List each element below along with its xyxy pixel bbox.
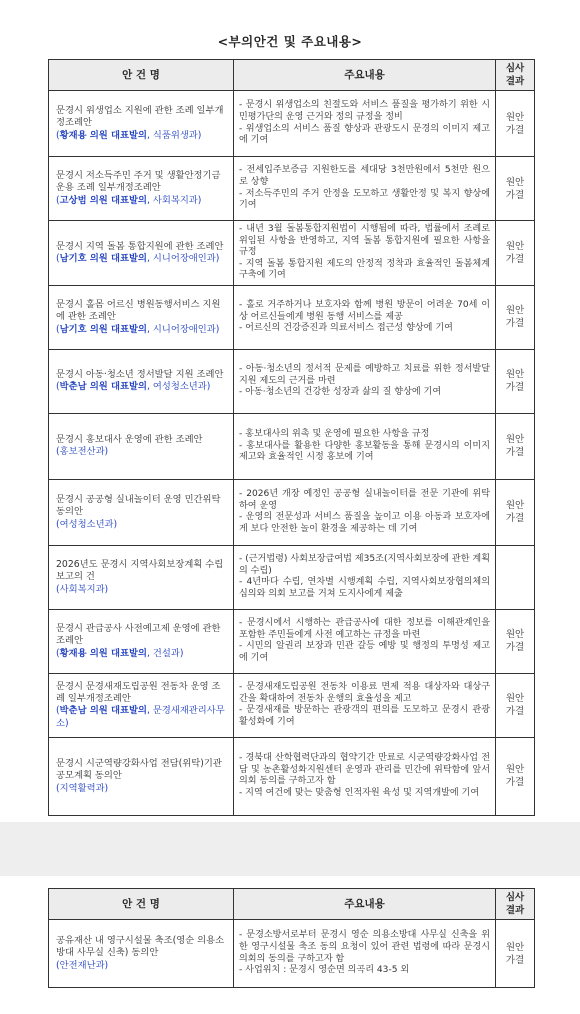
agenda-item-name: 문경시 위생업소 지원에 관한 조례 일부개정조례안 bbox=[56, 105, 224, 129]
review-result-cell bbox=[496, 920, 535, 988]
review-result-cell bbox=[496, 673, 535, 737]
review-result-text: 원안 bbox=[505, 500, 525, 512]
content-line: - 지역 돌봄 통합지원 제도의 안정적 정착과 효율적인 돌봄체계 구축에 기여 bbox=[239, 258, 490, 281]
table-row bbox=[49, 479, 535, 545]
header-result-line1: 심사 bbox=[505, 892, 525, 903]
review-result-cell bbox=[496, 737, 535, 815]
agenda-content-cell bbox=[234, 413, 496, 479]
review-result-cell bbox=[496, 545, 535, 609]
review-result-cell bbox=[496, 609, 535, 673]
review-result-text: 원안 bbox=[505, 240, 525, 252]
table-row bbox=[49, 91, 535, 157]
agenda-item-dept: 여성청소년과 bbox=[152, 381, 207, 393]
agenda-item-source: (남기호 의원 대표발의, 시니어장애인과) bbox=[56, 323, 220, 335]
agenda-item-proposer: 남기호 의원 대표발의 bbox=[59, 323, 147, 335]
agenda-item-proposer: 박춘남 의원 대표발의 bbox=[59, 705, 147, 717]
agenda-item-proposer: 황재용 의원 대표발의 bbox=[59, 647, 147, 659]
agenda-content-cell bbox=[234, 920, 496, 988]
content-line: - 어르신의 건강증진과 의료서비스 접근성 향상에 기여 bbox=[239, 323, 453, 334]
agenda-content-cell bbox=[234, 91, 496, 157]
review-result-text: 가결 bbox=[505, 513, 525, 525]
agenda-item-source: (황재용 의원 대표발의, 건설과) bbox=[56, 647, 184, 659]
document-title: <부의안건 및 주요내용> bbox=[217, 34, 363, 49]
header-result-line1: 심사 bbox=[505, 63, 525, 74]
agenda-item-dept: 시니어장애인과 bbox=[152, 323, 216, 335]
table-header-row bbox=[49, 60, 535, 91]
content-line: - 경북대 산학협력단과의 협약기간 만료로 시군역량강화사업 전담 및 농촌활성화지원센터 운영과 관리를 민간에 위탁함에 앞서 의회 동의를 구하고자 함 bbox=[239, 753, 490, 787]
content-line: - 내년 3월 돌봄통합지원법이 시행됨에 따라, 법률에서 조례로 위임된 사항을 반영하고, 지역 돌봄 통합지원에 필요한 사항을 규정 bbox=[239, 224, 490, 258]
review-result-cell bbox=[496, 91, 535, 157]
content-line: - 저소득주민의 주거 안정을 도모하고 생활안정 및 복지 향상에 기여 bbox=[239, 188, 490, 211]
content-line: - 운영의 전문성과 서비스 품질을 높이고 이용 아동과 보호자에게 보다 안전한 놀이 환경을 제공하는 데 기여 bbox=[239, 512, 490, 535]
agenda-item-source: (사회복지과) bbox=[56, 583, 109, 595]
agenda-item-source: (고상범 의원 대표발의, 사회복지과) bbox=[56, 194, 202, 206]
document-page-2 bbox=[0, 876, 580, 1014]
review-result-text: 가결 bbox=[505, 777, 525, 789]
content-line: - 사업위치 : 문경시 영순면 의곡리 43-5 외 bbox=[239, 965, 410, 976]
agenda-item-cell bbox=[49, 91, 234, 157]
content-line: - (근거법령) 사회보장급여법 제35조(지역사회보장에 관한 계획의 수립) bbox=[239, 554, 490, 576]
content-line: - 홍보대사를 활용한 다양한 홍보활동을 통해 문경시의 이미지 제고와 효율적인 시정 홍보에 기여 bbox=[239, 440, 490, 463]
table-header-row bbox=[49, 889, 535, 920]
agenda-item-dept: 사회복지과 bbox=[152, 194, 198, 206]
review-result-text: 원안 bbox=[505, 111, 525, 123]
table-row bbox=[49, 413, 535, 479]
agenda-item-name: 문경시 홀몸 어르신 병원동행서비스 지원에 관한 조례안 bbox=[56, 299, 221, 323]
agenda-content-cell bbox=[234, 545, 496, 609]
agenda-item-dept: 지역활력과 bbox=[59, 782, 105, 794]
table-row bbox=[49, 920, 535, 988]
agenda-item-source: (박춘남 의원 대표발의, 문경새재관리사무소) bbox=[56, 705, 225, 729]
content-line: - 문경시 위생업소의 친절도와 서비스 품질을 평가하기 위한 시민평가단의 운영 근거와 정의 규정을 정비 bbox=[239, 100, 490, 122]
agenda-item-cell bbox=[49, 221, 234, 286]
agenda-item-cell bbox=[49, 479, 234, 545]
agenda-item-name: 문경시 지역 돌봄 통합지원에 관한 조례안 bbox=[56, 240, 224, 252]
review-result-cell bbox=[496, 413, 535, 479]
header-item-name: 안 건 명 bbox=[49, 889, 234, 920]
agenda-item-cell bbox=[49, 545, 234, 609]
agenda-item-proposer: 고상범 의원 대표발의 bbox=[59, 194, 147, 206]
agenda-item-name: 공유재산 내 영구시설물 축조(영순 의용소방대 사무실 신축) 동의안 bbox=[56, 935, 225, 959]
content-line: - 4년마다 수립, 연차별 시행계획 수립, 지역사회보장협의체의 심의와 의회 보고를 거쳐 도지사에게 제출 bbox=[239, 577, 490, 600]
table-row bbox=[49, 349, 535, 413]
review-result-cell bbox=[496, 349, 535, 413]
review-result-text: 가결 bbox=[505, 124, 525, 136]
content-line: - 전세입주보증금 지원한도를 세대당 3천만원에서 5천만 원으로 상향 bbox=[239, 165, 490, 187]
review-result-text: 원안 bbox=[505, 369, 525, 381]
content-line: - 2026년 개장 예정인 공공형 실내놀이터를 전문 기관에 위탁하여 운영 bbox=[239, 489, 490, 511]
agenda-content-cell bbox=[234, 221, 496, 286]
agenda-item-name: 문경시 시군역량강화사업 전담(위탁)기관 공모계획 동의안 bbox=[56, 758, 222, 782]
agenda-item-source: (지역활력과) bbox=[56, 782, 109, 794]
review-result-text: 원안 bbox=[505, 764, 525, 776]
agenda-content-cell bbox=[234, 673, 496, 737]
review-result-text: 원안 bbox=[505, 693, 525, 705]
header-result-line2: 결과 bbox=[505, 905, 525, 916]
agenda-item-cell bbox=[49, 157, 234, 221]
agenda-item-dept: 홍보전산과 bbox=[59, 446, 105, 458]
content-line: - 홍보대사의 위촉 및 운영에 필요한 사항을 규정 bbox=[239, 429, 430, 440]
agenda-item-name: 문경시 관급공사 사전예고제 운영에 관한 조례안 bbox=[56, 623, 221, 647]
review-result-text: 가결 bbox=[505, 447, 525, 459]
header-content: 주요내용 bbox=[234, 889, 496, 920]
content-line: - 홀로 거주하거나 보호자와 함께 병원 방문이 어려운 70세 이상 어르신들에게 병원 동행 서비스를 제공 bbox=[239, 300, 490, 322]
table-row bbox=[49, 673, 535, 737]
agenda-item-cell bbox=[49, 609, 234, 673]
agenda-item-source: (여성청소년과) bbox=[56, 518, 118, 530]
review-result-text: 가결 bbox=[505, 253, 525, 265]
header-result bbox=[496, 889, 535, 920]
agenda-item-dept: 시니어장애인과 bbox=[152, 252, 216, 264]
agenda-content-cell bbox=[234, 737, 496, 815]
agenda-item-cell bbox=[49, 413, 234, 479]
review-result-text: 원안 bbox=[505, 941, 525, 953]
agenda-item-dept: 건설과 bbox=[152, 647, 180, 659]
review-result-text: 가결 bbox=[505, 706, 525, 718]
review-result-text: 원안 bbox=[505, 434, 525, 446]
review-result-text: 원안 bbox=[505, 629, 525, 641]
review-result-cell bbox=[496, 479, 535, 545]
agenda-item-cell bbox=[49, 920, 234, 988]
agenda-item-source: (황재용 의원 대표발의, 식품위생과) bbox=[56, 129, 202, 141]
content-line: - 지역 여건에 맞는 맞춤형 인적자원 육성 및 지역개발에 기여 bbox=[239, 788, 480, 799]
review-result-text: 가결 bbox=[505, 954, 525, 966]
content-line: - 문경시에서 시행하는 관급공사에 대한 정보를 이해관계인을 포함한 주민들에게 사전 예고하는 규정을 마련 bbox=[239, 618, 490, 640]
agenda-item-proposer: 남기호 의원 대표발의 bbox=[59, 252, 147, 264]
agenda-item-source: (남기호 의원 대표발의, 시니어장애인과) bbox=[56, 252, 220, 264]
agenda-content-cell bbox=[234, 285, 496, 349]
agenda-content-cell bbox=[234, 609, 496, 673]
review-result-cell bbox=[496, 221, 535, 286]
agenda-item-dept: 여성청소년과 bbox=[59, 518, 114, 530]
header-result bbox=[496, 60, 535, 91]
agenda-item-dept: 식품위생과 bbox=[152, 129, 198, 141]
header-content: 주요내용 bbox=[234, 60, 496, 91]
page-gap bbox=[0, 822, 580, 876]
agenda-item-source: (박춘남 의원 대표발의, 여성청소년과) bbox=[56, 381, 211, 393]
table-row bbox=[49, 157, 535, 221]
table-row bbox=[49, 285, 535, 349]
agenda-item-name: 문경시 저소득주민 주거 및 생활안정기금 운용 조례 일부개정조례안 bbox=[56, 170, 221, 194]
content-line: - 문경새재도립공원 전동차 이용료 면제 적용 대상자와 대상구간을 확대하여 전동차 운행의 효율성을 제고 bbox=[239, 682, 490, 704]
agenda-item-dept: 사회복지과 bbox=[59, 583, 105, 595]
agenda-item-name: 문경시 문경새재도립공원 전동차 운영 조례 일부개정조례안 bbox=[56, 681, 221, 705]
header-result-line2: 결과 bbox=[505, 76, 525, 87]
agenda-item-name: 문경시 아동·청소년 정서발달 지원 조례안 bbox=[56, 369, 224, 381]
agenda-item-dept: 안전재난과 bbox=[59, 959, 105, 971]
agenda-item-cell bbox=[49, 737, 234, 815]
agenda-item-name: 문경시 홍보대사 운영에 관한 조례안 bbox=[56, 434, 203, 446]
content-line: - 아동·청소년의 건강한 성장과 삶의 질 향상에 기여 bbox=[239, 387, 442, 398]
table-row bbox=[49, 737, 535, 815]
agenda-table-continued bbox=[48, 888, 535, 988]
agenda-content-cell bbox=[234, 479, 496, 545]
agenda-item-proposer: 박춘남 의원 대표발의 bbox=[59, 381, 147, 393]
content-line: - 문경소방서로부터 문경시 영순 의용소방대 사무실 신축을 위한 영구시설물 축조 동의 요청이 있어 관련 법령에 따라 문경시의회의 동의를 구하고자 함 bbox=[239, 930, 490, 964]
agenda-item-cell bbox=[49, 349, 234, 413]
content-line: - 아동·청소년의 정서적 문제를 예방하고 치료를 위한 정서발달 지원 제도의 근거를 마련 bbox=[239, 364, 490, 386]
agenda-item-name: 문경시 공공형 실내놀이터 운영 민간위탁 동의안 bbox=[56, 494, 221, 518]
agenda-content-cell bbox=[234, 157, 496, 221]
agenda-item-cell bbox=[49, 285, 234, 349]
content-line: - 위생업소의 서비스 품질 향상과 관광도시 문경의 이미지 제고에 기여 bbox=[239, 123, 490, 146]
table-row bbox=[49, 221, 535, 286]
table-row bbox=[49, 609, 535, 673]
review-result-text: 원안 bbox=[505, 176, 525, 188]
review-result-text: 가결 bbox=[505, 189, 525, 201]
agenda-item-source: (홍보전산과) bbox=[56, 446, 109, 458]
agenda-item-cell bbox=[49, 673, 234, 737]
agenda-content-cell bbox=[234, 349, 496, 413]
content-line: - 시민의 알권리 보장과 민관 갈등 예방 및 행정의 투명성 제고에 기여 bbox=[239, 641, 490, 664]
review-result-cell bbox=[496, 157, 535, 221]
review-result-text: 가결 bbox=[505, 318, 525, 330]
content-line: - 문경새재를 방문하는 관광객의 편의를 도모하고 문경시 관광 활성화에 기여 bbox=[239, 705, 490, 728]
agenda-item-name: 2026년도 문경시 지역사회보장계획 수립 보고의 건 bbox=[56, 559, 224, 583]
review-result-text: 가결 bbox=[505, 382, 525, 394]
table-row bbox=[49, 545, 535, 609]
header-item-name: 안 건 명 bbox=[49, 60, 234, 91]
agenda-item-dept: 문경새재관리사무소 bbox=[56, 705, 225, 729]
review-result-text: 가결 bbox=[505, 642, 525, 654]
agenda-item-source: (안전재난과) bbox=[56, 959, 109, 971]
review-result-text: 원안 bbox=[505, 305, 525, 317]
agenda-table bbox=[48, 59, 535, 816]
review-result-cell bbox=[496, 285, 535, 349]
agenda-item-proposer: 황재용 의원 대표발의 bbox=[59, 129, 147, 141]
